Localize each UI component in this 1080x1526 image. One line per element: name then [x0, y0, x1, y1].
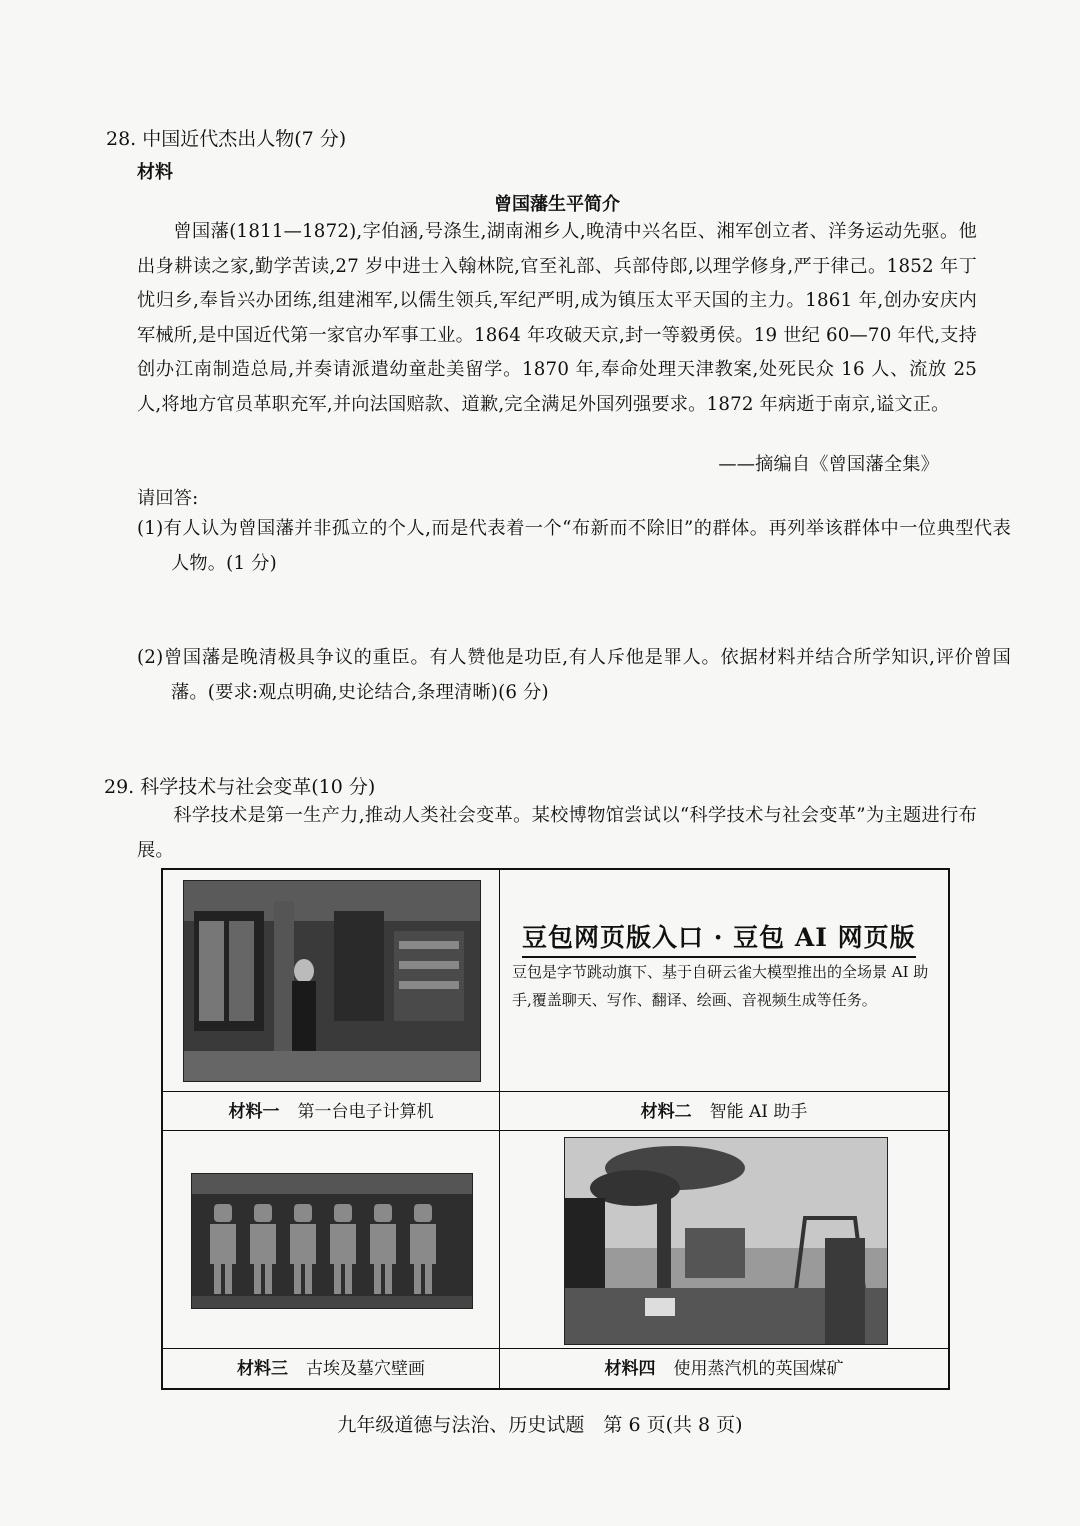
- material-4-cell: [500, 1131, 948, 1388]
- material-1-label: 材料一: [228, 1102, 280, 1122]
- q28-body: 曾国藩(1811—1872),字伯涵,号涤生,湖南湘乡人,晚清中兴名臣、湘军创立者、洋务运动先驱。他出身耕读之家,勤学苦读,27 岁中进士入翰林院,官至礼部、兵部侍郎,以理学修身,严于律己。1852 年丁忧归乡,奉旨兴办团练,组建湘军,以儒生领兵,军纪严明,成为镇压太平天国的主力。1861 年,创办安庆内军械所,是中国近代第一家官办军事工业。1864 年攻破天京,封一等毅勇侯。19 世纪 60—70 年代,支持创办江南制造总局,并奏请派遣幼童赴美留学。1870 年,奉命处理天津教案,处死民众 16 人、流放 25 人,将地方官员革职充军,并向法国赔款、道歉,完全满足外国列强要求。1872 年病逝于南京,谥文正。: [137, 221, 977, 415]
- coal-mine-photo: [564, 1137, 888, 1345]
- q29-intro: 科学技术是第一生产力,推动人类社会变革。某校博物馆尝试以“科学技术与社会变革”为主题进行布展。: [137, 805, 977, 861]
- page-footer: 九年级道德与法治、历史试题 第 6 页(共 8 页): [337, 1414, 743, 1436]
- material-4-label: 材料四: [604, 1359, 656, 1379]
- material-1-cell: [163, 870, 500, 1131]
- egypt-mural-photo: [191, 1173, 473, 1309]
- q29-title: 29. 科学技术与社会变革(10 分): [104, 776, 376, 798]
- q28-sub2: (2)曾国藩是晚清极具争议的重臣。有人赞他是功臣,有人斥他是罪人。依据材料并结合所学知识,评价曾国藩。(要求:观点明确,史论结合,条理清晰)(6 分): [137, 647, 1011, 703]
- materials-grid: [161, 868, 950, 1390]
- q28-prompt: 请回答:: [137, 488, 199, 509]
- material-3-cell: [163, 1131, 500, 1388]
- q28-heading: 曾国藩生平简介: [494, 194, 620, 215]
- material-2-text: 智能 AI 助手: [709, 1102, 808, 1122]
- eniac-photo: [183, 880, 481, 1082]
- ai-box-desc: 豆包是字节跳动旗下、基于自研云雀大模型推出的全场景 AI 助手,覆盖聊天、写作、翻译、绘画、音视频生成等任务。: [512, 963, 929, 1009]
- q28-source: ——摘编自《曾国藩全集》: [718, 454, 939, 475]
- material-3-label: 材料三: [237, 1359, 288, 1379]
- material-4-text: 使用蒸汽机的英国煤矿: [673, 1359, 844, 1379]
- material-2-caption: [500, 1091, 948, 1131]
- material-1-caption: [163, 1091, 499, 1131]
- material-3-caption: [163, 1348, 499, 1388]
- ai-box-title: 豆包网页版入口 · 豆包 AI 网页版: [522, 918, 916, 958]
- material-3-text: 古埃及墓穴壁画: [306, 1359, 425, 1379]
- q28-sub1: (1)有人认为曾国藩并非孤立的个人,而是代表着一个“布新而不除旧”的群体。再列举该群体中一位典型代表人物。(1 分): [137, 518, 1011, 574]
- q28-title: 28. 中国近代杰出人物(7 分): [106, 128, 347, 150]
- material-2-cell: [500, 870, 948, 1131]
- material-1-text: 第一台电子计算机: [297, 1102, 434, 1122]
- material-2-label: 材料二: [640, 1102, 692, 1122]
- q28-material-label: 材料: [137, 162, 173, 183]
- material-4-caption: [500, 1348, 948, 1388]
